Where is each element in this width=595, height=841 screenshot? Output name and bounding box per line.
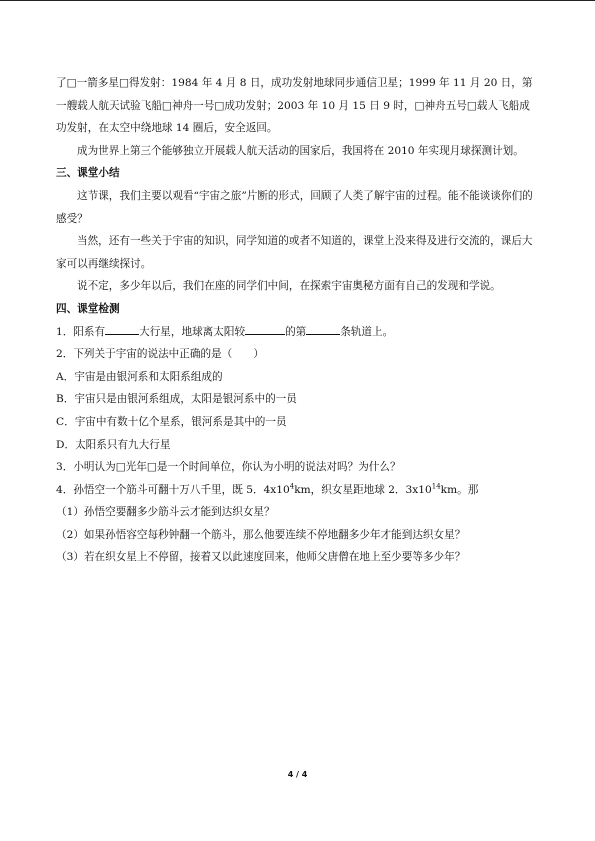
- paragraph-launch-history: 了□一箭多星□得发射：1984 年 4 月 8 日，成功发射地球同步通信卫星；1999 年 11 月 20 日，第一艘载人航天试验飞船□神舟一号□成功发射；2003 年 10 月 15 日 9 时，□神舟五号□载人飞船成功发射，在太空中绕地球 14 圈后，安全返回。: [56, 77, 533, 135]
- question-1-text-b: 大行星，地球离太阳较: [139, 325, 246, 338]
- question-1: [56, 321, 540, 344]
- question-4-text-a: 4．孙悟空一个筋斗可翻十万八千里，既 5．4x10: [56, 483, 290, 496]
- header-rule: [0, 0, 595, 1]
- question-4-text-b: km，织女星距地球 2．3x10: [294, 483, 432, 496]
- option-c: C．宇宙中有数十亿个星系，银河系是其中的一员: [56, 415, 287, 428]
- question-4: [56, 479, 540, 502]
- section-heading-test: 四、课堂检测: [56, 302, 120, 315]
- exponent-2: 14: [431, 482, 441, 491]
- answer-blank-2[interactable]: [245, 322, 285, 335]
- question-4-sub-3: （3）若在织女星上不停留，接着又以此速度回来，他师父唐僧在地上至少要等多少年？: [56, 551, 466, 564]
- answer-blank-3[interactable]: [306, 322, 340, 335]
- option-a: A．宇宙是由银河系和太阳系组成的: [56, 370, 223, 383]
- question-3: 3．小明认为□光年□是一个时间单位，你认为小明的说法对吗？为什么？: [56, 461, 401, 474]
- answer-blank-1[interactable]: [105, 322, 139, 335]
- paragraph-future: 说不定，多少年以后，我们在座的同学们中间，在探索宇宙奥秘方面有自己的发现和学说。: [77, 280, 501, 293]
- question-1-text-d: 条轨道上。: [340, 325, 394, 338]
- option-b: B．宇宙只是由银河系组成，太阳是银河系中的一员: [56, 393, 297, 406]
- question-4-sub-1: （1）孙悟空要翻多少筋斗云才能到达织女星？: [56, 506, 275, 519]
- page-number: 4 / 4: [287, 770, 308, 779]
- question-1-text-c: 的第: [285, 325, 307, 338]
- paragraph-summary: 这节课，我们主要以观看“宇宙之旅”片断的形式，回顾了人类了解宇宙的过程。能不能谈谈你们的感受？: [56, 189, 533, 225]
- paragraph-moon-plan: 成为世界上第三个能够独立开展载人航天活动的国家后，我国将在 2010 年实现月球探测计划。: [77, 144, 524, 157]
- option-d: D．太阳系只有九大行星: [56, 438, 171, 451]
- paragraph-discussion: 当然，还有一些关于宇宙的知识，同学知道的或者不知道的，课堂上没来得及进行交流的，课后大家可以再继续探讨。: [56, 235, 533, 270]
- question-4-text-c: km。那: [440, 483, 479, 496]
- section-heading-summary: 三、课堂小结: [56, 167, 120, 180]
- question-4-sub-2: （2）如果孙悟容空每秒钟翻一个筋斗，那么他要连续不停地翻多少年才能到达织女星？: [56, 528, 466, 541]
- question-2: 2．下列关于宇宙的说法中正确的是（ ）: [56, 348, 265, 361]
- question-1-text-a: 1．阳系有: [56, 325, 106, 338]
- document-body: [56, 72, 540, 569]
- exponent-1: 4: [289, 482, 295, 491]
